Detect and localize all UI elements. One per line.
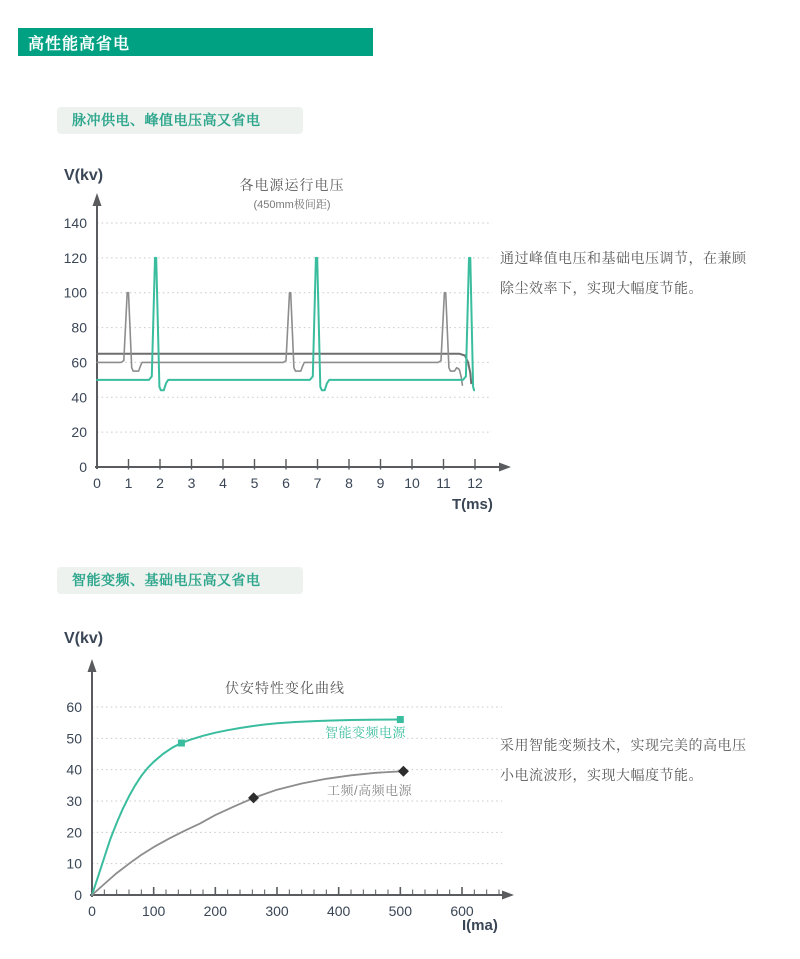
y-tick-label: 80 [71,319,87,336]
x-tick-label: 12 [467,475,483,491]
x-tick-label: 5 [250,475,259,491]
subsection-pill-label: 脉冲供电、峰值电压高又省电 [72,112,261,128]
y-tick-label: 50 [66,730,82,747]
x-tick-label: 300 [265,903,289,919]
y-tick-label: 120 [63,249,87,266]
y-tick-label: 40 [66,761,82,778]
x-tick-label: 0 [93,475,101,491]
chart1-operating-voltage [50,160,520,530]
chart2-volt-ampere-curve [50,650,530,950]
y-tick-label: 20 [71,424,87,441]
banner-title: 高性能高省电 [28,35,131,53]
chart1-y-axis-title: V(kv) [64,167,104,184]
y-tick-label: 60 [71,354,87,371]
y-tick-label: 40 [71,389,87,406]
x-tick-label: 0 [88,903,96,919]
x-tick-label: 1 [124,475,133,491]
x-tick-label: 9 [376,475,385,491]
x-axis-arrow [499,463,511,472]
y-tick-label: 10 [66,855,82,872]
y-axis-arrow [93,193,102,206]
marker-square [178,740,185,747]
section2-description-line1: 采用智能变频技术，实现完美的高电压 [500,737,747,753]
subsection-pill-pulse-power [57,107,303,134]
marker-diamond [398,766,409,777]
y-tick-label: 0 [79,459,87,475]
y-tick-label: 30 [66,793,82,810]
section1-description-line1: 通过峰值电压和基础电压调节，在兼顾 [500,250,747,266]
subsection-pill-smart-frequency [57,567,303,594]
x-tick-label: 4 [219,475,227,491]
x-tick-label: 2 [156,475,164,491]
chart1-title: 各电源运行电压 [239,177,345,193]
x-tick-label: 10 [404,475,420,491]
x-tick-label: 8 [345,475,353,491]
chart2-series-label-power-frequency: 工频/高频电源 [327,783,413,798]
chart2-series-label-smart-frequency: 智能变频电源 [325,725,407,740]
y-axis-arrow [88,659,97,672]
y-tick-label: 60 [66,699,82,716]
x-tick-label: 7 [313,475,322,491]
chart1-x-axis-title: T(ms) [452,496,493,513]
x-tick-label: 600 [450,903,474,919]
y-tick-label: 0 [74,887,82,903]
x-axis-arrow [502,891,514,900]
chart2-y-axis-title: V(kv) [64,630,104,647]
chart2-x-axis-title: I(ma) [462,917,498,934]
x-tick-label: 200 [203,903,228,919]
section2-description-line2: 小电流波形，实现大幅度节能。 [500,767,703,783]
x-tick-label: 500 [388,903,413,919]
marker-diamond [248,792,259,803]
section1-description [500,243,800,303]
chart2-title: 伏安特性变化曲线 [225,680,345,696]
x-tick-label: 6 [282,475,290,491]
section1-description-line2: 除尘效率下，实现大幅度节能。 [500,280,703,296]
x-tick-label: 11 [436,475,451,491]
subsection-pill-label: 智能变频、基础电压高又省电 [72,572,261,588]
series-green-pulse-waveform-base50-peak120 [97,258,474,390]
y-tick-label: 100 [63,284,87,301]
series-智能变频电源 [92,720,400,896]
chart1-subtitle: (450mm极间距) [253,199,331,211]
x-tick-label: 100 [141,903,166,919]
section2-description [500,730,800,790]
y-tick-label: 140 [63,215,87,232]
x-tick-label: 400 [326,903,351,919]
section-header-banner [18,28,373,56]
y-tick-label: 20 [66,824,82,841]
x-tick-label: 3 [187,475,196,491]
